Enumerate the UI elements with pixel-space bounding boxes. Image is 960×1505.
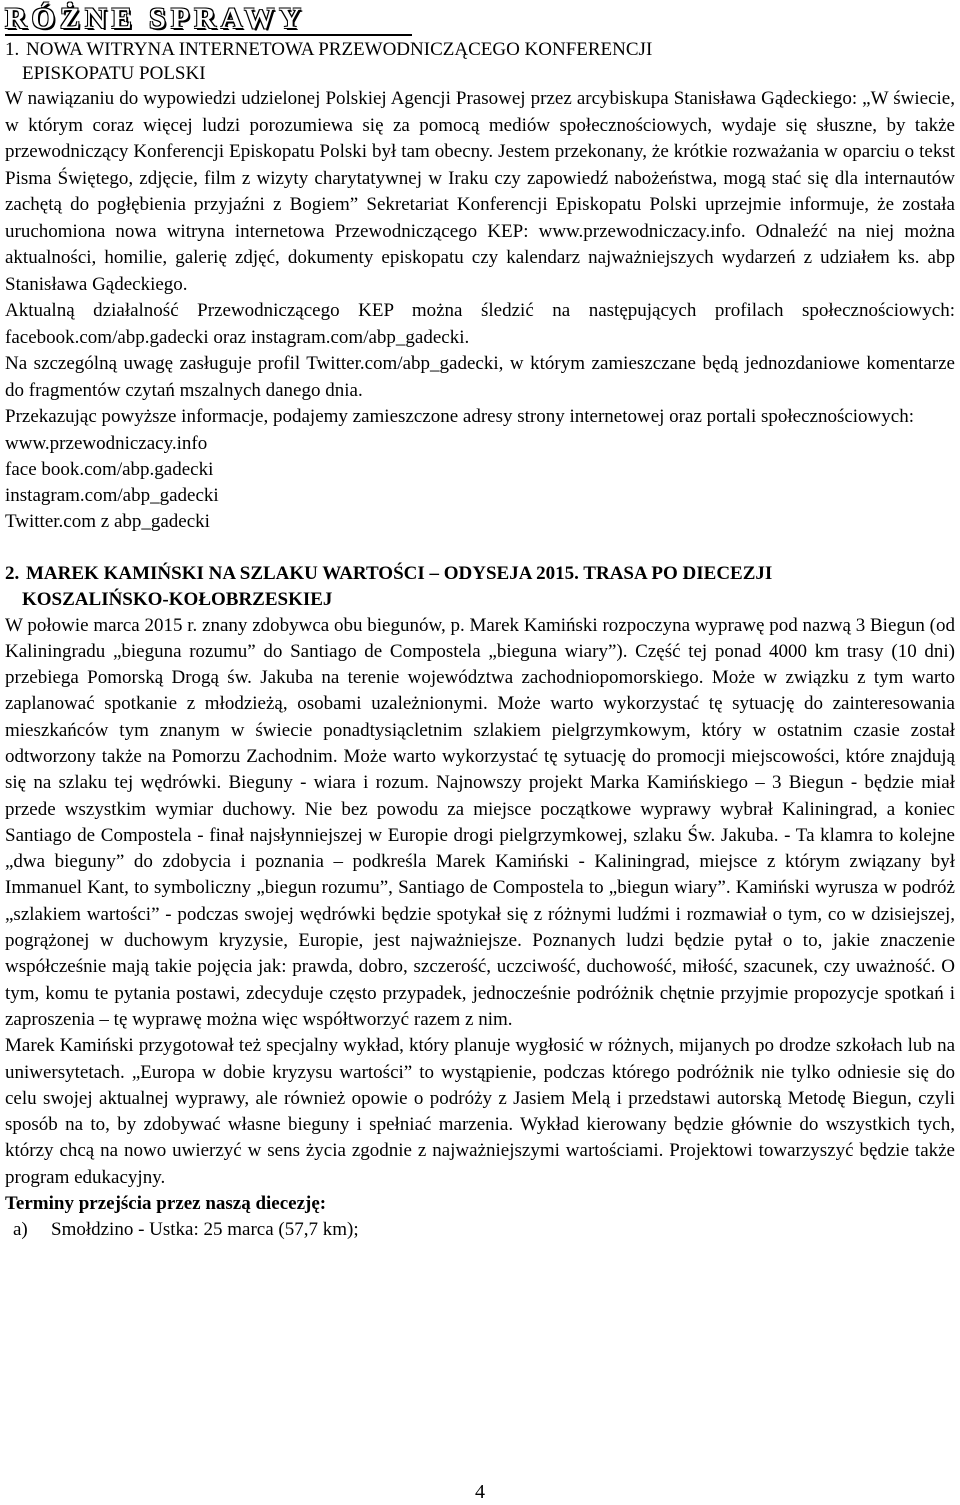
terms-heading: Terminy przejścia przez naszą diecezję: bbox=[5, 1193, 327, 1215]
heading-underline bbox=[5, 34, 412, 36]
address-list bbox=[5, 431, 955, 535]
list-marker: a) bbox=[13, 1219, 28, 1241]
section-1 bbox=[5, 38, 955, 535]
section-1-title bbox=[5, 38, 955, 62]
list-item bbox=[5, 1217, 955, 1243]
section-1-paragraph-1: W nawiązaniu do wypowiedzi udzielonej Polskiej Agencji Prasowej przez arcybiskupa Stanisława Gądeckiego: „W świecie, w którym coraz więcej ludzi porozumiewa się za pomocą mediów społecznościowych, wydaje się słuszne, by także przewodniczący Konferencji Episkopatu Polski był tam obecny. Jestem przekonany, że krótkie rozważania w oparciu o tekst Pisma Świętego, zdjęcie, film z wizyty charytatywnej w Iraku czy zapowiedź nabożeństwa, mogą stać się dla internautów zachętą do pogłębienia przyjaźni z Bogiem” Sekretariat Konferencji Episkopatu Polski uprzejmie informuje, że została uruchomiona nowa witryna internetowa Przewodniczącego KEP: www.przewodniczacy.info. Odnaleźć na niej można aktualności, homilie, galerię zdjęć, dokumenty episkopatu czy kalendarz najważniejszych wydarzeń z udziałem ks. abp Stanisława Gądeckiego. bbox=[5, 88, 955, 295]
section-2-paragraph-2: Marek Kamiński przygotował też specjalny wykład, który planuje wygłosić w różnych, mijanych po drodze szkołach lub na uniwersytetach. „Europa w dobie kryzysu wartości” to wystąpienie, podczas którego podróżnik nie tylko odniesie się do celu swojej aktualnej wyprawy, ale również opowie o podróży z Jasiem Melą i przedstawi autorską Metodę Biegun, czyli sposób na to, by zdobywać własne bieguny i spełniać marzenia. Wykład kierowany będzie głównie do wszystkich tych, którzy chcą na nowo uwierzyć w sens życia zgodnie z najważniejszymi wartościami. Projektowi towarzyszyć będzie także program edukacyjny. bbox=[5, 1035, 955, 1188]
section-1-paragraph-3: Na szczególną uwagę zasługuje profil Twitter.com/abp_gadecki, w którym zamieszczane będą jednozdaniowe komentarze do fragmentów czytań mszalnych danego dnia. bbox=[5, 353, 955, 401]
list-item-text: Smołdzino - Ustka: 25 marca (57,7 km); bbox=[51, 1219, 359, 1241]
address-item: instagram.com/abp_gadecki bbox=[5, 484, 219, 506]
section-1-title-line2: EPISKOPATU POLSKI bbox=[22, 63, 206, 84]
page-heading: RÓŻNE SPRAWY bbox=[5, 2, 306, 35]
section-2 bbox=[5, 561, 955, 1244]
section-1-paragraph-4: Przekazując powyższe informacje, podajemy zamieszczone adresy strony internetowej oraz portali społecznościowych: bbox=[5, 406, 914, 427]
section-2-title-line2: KOSZALIŃSKO-KOŁOBRZESKIEJ bbox=[22, 588, 333, 610]
address-item: www.przewodniczacy.info bbox=[5, 432, 208, 454]
address-item: Twitter.com z abp_gadecki bbox=[5, 510, 210, 532]
document-page bbox=[5, 0, 955, 1243]
address-item: face book.com/abp.gadecki bbox=[5, 458, 214, 480]
page-number: 4 bbox=[475, 1481, 485, 1503]
section-1-title-line1: NOWA WITRYNA INTERNETOWA PRZEWODNICZĄCEGO KONFERENCJI bbox=[26, 39, 653, 60]
section-2-paragraph-1: W połowie marca 2015 r. znany zdobywca obu biegunów, p. Marek Kamiński rozpoczyna wyprawę pod nazwą 3 Biegun (od Kaliningradu „bieguna rozumu” do Santiago de Compostela „bieguna wiary”). Część tej ponad 4000 km trasy (10 dni) przebiega Pomorską Drogą św. Jakuba na terenie województwa zachodniopomorskiego. Może w związku z tym warto zaplanować spotkanie z młodzieżą, osobami uzależnionymi. Może warto wykorzystać tę sytuację do zainteresowania mieszkańców tym znanym w świecie ponadtysiącletnim szlakiem pielgrzymkowym, który w ostatnim czasie został odtworzony także na Pomorzu Zachodnim. Może warto wykorzystać tę sytuację do promocji miejscowości, które znajdują się na szlaku tej wędrówki. Bieguny - wiara i rozum. Najnowszy projekt Marka Kamińskiego – 3 Biegun - będzie miał przede wszystkim wymiar duchowy. Nie bez powodu za miejsce początkowe wyprawy wybrał Kaliningrad, a koniec Santiago de Compostela - finał najsłynniejszej w Europie drogi pielgrzymkowej, szlaku Św. Jakuba. - Ta klamra to kolejne „dwa bieguny” do zdobycia i poznania – podkreśla Marek Kamiński - Kaliningrad, miejsce z którym związany był Immanuel Kant, to symboliczny „biegun rozumu”, Santiago de Compostela to „biegun wiary”. Kamiński wyrusza w podróż „szlakiem wartości” - podczas swojej wędrówki będzie spotykał się z różnymi ludźmi i rozmawiał o tym, co w dzisiejszej, pogrążonej w duchowym kryzysie, Europie, jest najważniejsze. Poznanych ludzi będzie pytał o to, jakie znaczenie współcześnie mają takie pojęcia jak: prawda, dobro, szczerość, uczciwość, duchowość, miłość, szacunek, czy uważność. O tym, komu te pytania postawi, zdecyduje często przypadek, jednocześnie podróżnik chętnie przyjmie propozycje spotkań i zaproszenia – tę wyprawę można więc współtworzyć razem z nim. bbox=[5, 614, 955, 1030]
section-2-title-line1: MAREK KAMIŃSKI NA SZLAKU WARTOŚCI – ODYSEJA 2015. TRASA PO DIECEZJI bbox=[26, 562, 773, 584]
section-spacer bbox=[5, 535, 955, 561]
section-2-number: 2. bbox=[5, 562, 20, 584]
section-1-paragraph-2: Aktualną działalność Przewodniczącego KEP można śledzić na następujących profilach społecznościowych: facebook.com/abp.gadecki oraz instagram.com/abp_gadecki. bbox=[5, 300, 955, 348]
section-2-title bbox=[5, 561, 955, 587]
section-1-number: 1. bbox=[5, 39, 20, 60]
